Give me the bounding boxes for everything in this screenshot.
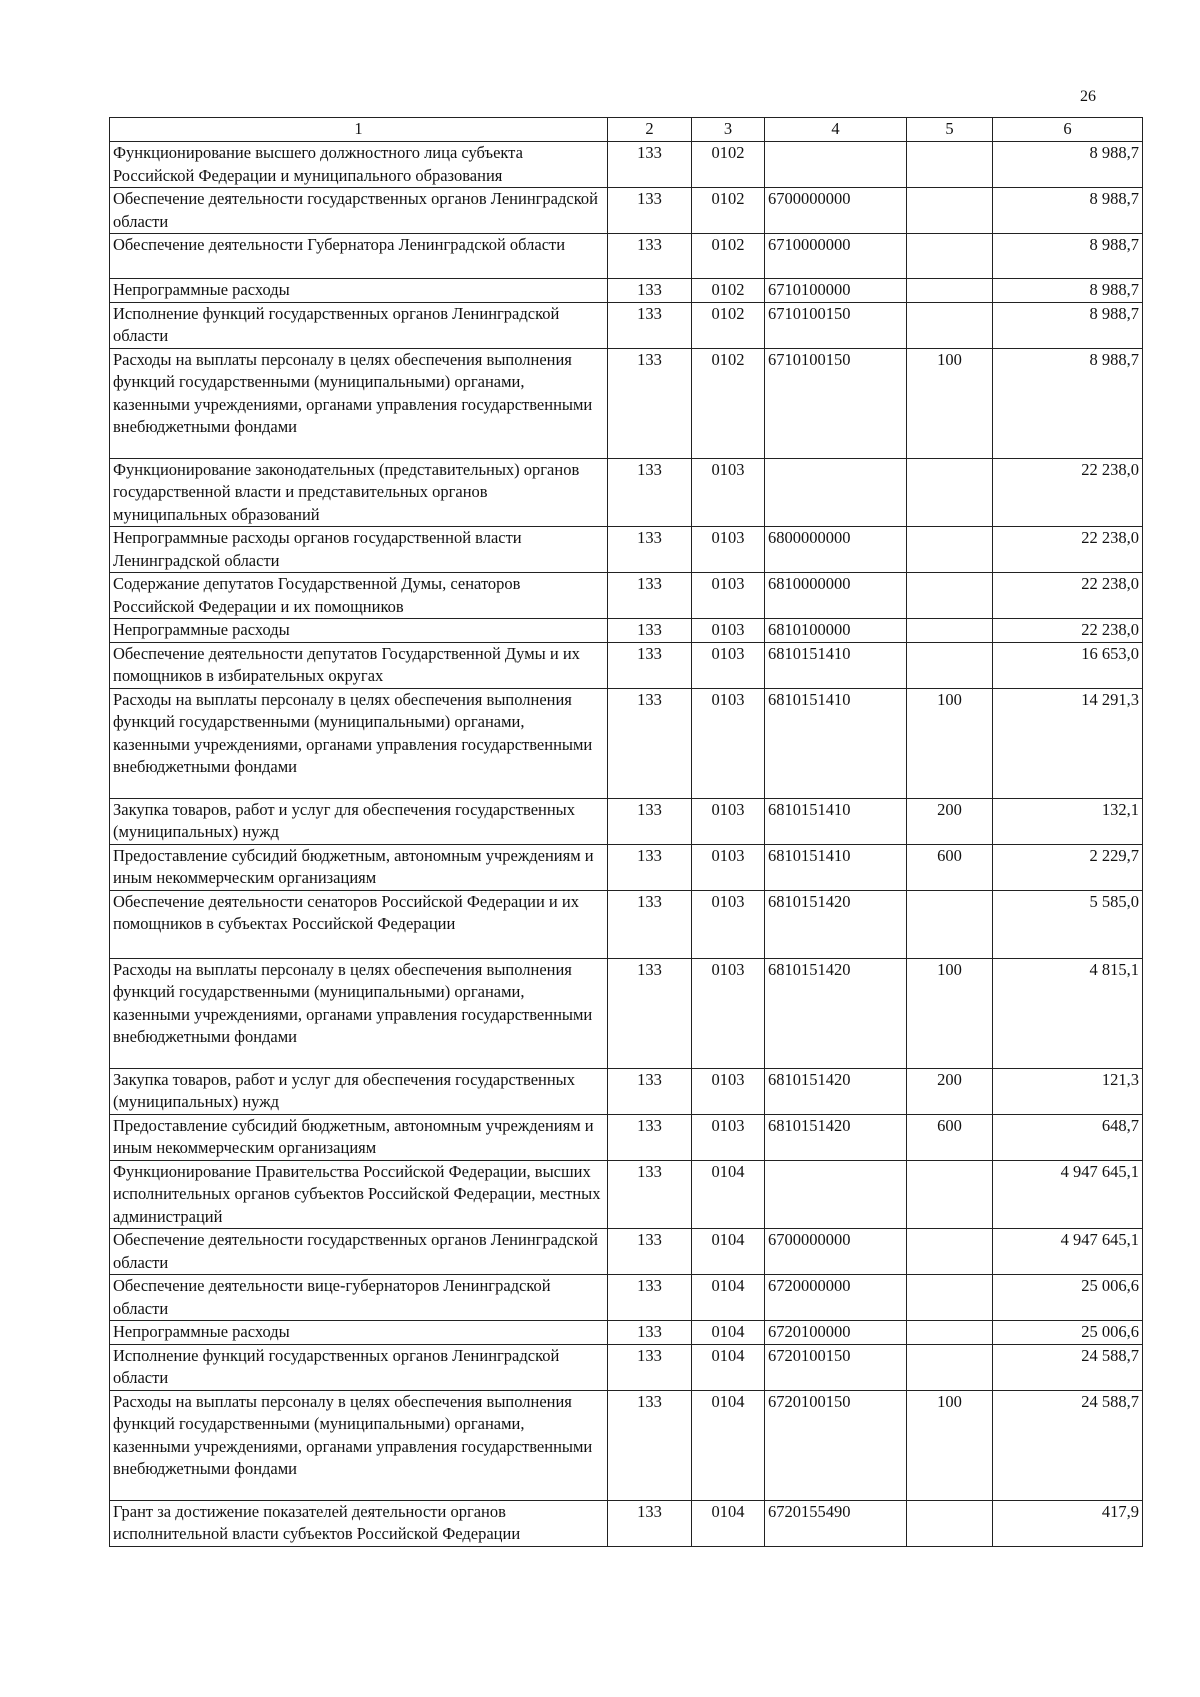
row-name: Непрограммные расходы (110, 619, 608, 643)
admin-code: 133 (608, 1321, 692, 1345)
section-code: 0103 (692, 890, 765, 958)
expense-type: 100 (907, 348, 993, 458)
admin-code: 133 (608, 642, 692, 688)
table-row (110, 234, 1143, 279)
admin-code: 133 (608, 1229, 692, 1275)
amount: 4 947 645,1 (993, 1229, 1143, 1275)
expense-type: 600 (907, 1114, 993, 1160)
table-row (110, 619, 1143, 643)
amount: 16 653,0 (993, 642, 1143, 688)
expense-type: 600 (907, 844, 993, 890)
admin-code: 133 (608, 1500, 692, 1546)
row-name: Обеспечение деятельности Губернатора Ленинградской области (110, 234, 608, 279)
target-code: 6810151410 (765, 844, 907, 890)
table-row (110, 458, 1143, 527)
amount: 22 238,0 (993, 619, 1143, 643)
admin-code: 133 (608, 302, 692, 348)
target-code: 6810151420 (765, 890, 907, 958)
expense-type (907, 1275, 993, 1321)
target-code: 6810000000 (765, 573, 907, 619)
target-code: 6720100000 (765, 1321, 907, 1345)
section-code: 0102 (692, 348, 765, 458)
section-code: 0103 (692, 1114, 765, 1160)
target-code: 6800000000 (765, 527, 907, 573)
amount: 4 815,1 (993, 958, 1143, 1068)
column-header: 6 (993, 118, 1143, 142)
expense-type (907, 1500, 993, 1546)
expense-type (907, 234, 993, 279)
row-name: Расходы на выплаты персоналу в целях обеспечения выполнения функций государственными (муниципальными) органами, казенными учреждениями, органами управления государственными внебюджетными фондами (110, 688, 608, 798)
table-body (110, 142, 1143, 1547)
amount: 14 291,3 (993, 688, 1143, 798)
table-row (110, 348, 1143, 458)
target-code (765, 142, 907, 188)
admin-code: 133 (608, 798, 692, 844)
column-header: 1 (110, 118, 608, 142)
admin-code: 133 (608, 142, 692, 188)
amount: 8 988,7 (993, 302, 1143, 348)
expense-type (907, 527, 993, 573)
table-row (110, 188, 1143, 234)
expense-type (907, 279, 993, 303)
amount: 8 988,7 (993, 348, 1143, 458)
section-code: 0104 (692, 1275, 765, 1321)
expense-type (907, 1160, 993, 1229)
row-name: Грант за достижение показателей деятельности органов исполнительной власти субъектов Российской Федерации (110, 1500, 608, 1546)
row-name: Расходы на выплаты персоналу в целях обеспечения выполнения функций государственными (муниципальными) органами, казенными учреждениями, органами управления государственными внебюджетными фондами (110, 958, 608, 1068)
admin-code: 133 (608, 234, 692, 279)
target-code: 6710100150 (765, 302, 907, 348)
table-row (110, 1344, 1143, 1390)
row-name: Предоставление субсидий бюджетным, автономным учреждениям и иным некоммерческим организациям (110, 1114, 608, 1160)
amount: 22 238,0 (993, 573, 1143, 619)
section-code: 0103 (692, 1068, 765, 1114)
header-row (110, 118, 1143, 142)
row-name: Предоставление субсидий бюджетным, автономным учреждениям и иным некоммерческим организациям (110, 844, 608, 890)
section-code: 0103 (692, 688, 765, 798)
table-row (110, 302, 1143, 348)
target-code: 6810100000 (765, 619, 907, 643)
amount: 22 238,0 (993, 527, 1143, 573)
section-code: 0102 (692, 279, 765, 303)
target-code: 6700000000 (765, 1229, 907, 1275)
section-code: 0103 (692, 458, 765, 527)
expense-type: 200 (907, 1068, 993, 1114)
admin-code: 133 (608, 458, 692, 527)
amount: 8 988,7 (993, 234, 1143, 279)
table-row (110, 1114, 1143, 1160)
admin-code: 133 (608, 279, 692, 303)
amount: 24 588,7 (993, 1390, 1143, 1500)
table-row (110, 688, 1143, 798)
target-code: 6710000000 (765, 234, 907, 279)
table-row (110, 1321, 1143, 1345)
row-name: Расходы на выплаты персоналу в целях обеспечения выполнения функций государственными (муниципальными) органами, казенными учреждениями, органами управления государственными внебюджетными фондами (110, 348, 608, 458)
row-name: Обеспечение деятельности государственных органов Ленинградской области (110, 188, 608, 234)
table-row (110, 642, 1143, 688)
section-code: 0104 (692, 1229, 765, 1275)
amount: 22 238,0 (993, 458, 1143, 527)
admin-code: 133 (608, 527, 692, 573)
target-code: 6710100150 (765, 348, 907, 458)
expense-type (907, 302, 993, 348)
target-code: 6810151420 (765, 958, 907, 1068)
row-name: Функционирование Правительства Российской Федерации, высших исполнительных органов субъектов Российской Федерации, местных администраций (110, 1160, 608, 1229)
expense-type (907, 890, 993, 958)
target-code: 6810151410 (765, 642, 907, 688)
admin-code: 133 (608, 1390, 692, 1500)
column-header: 4 (765, 118, 907, 142)
expense-type (907, 188, 993, 234)
section-code: 0103 (692, 527, 765, 573)
target-code: 6710100000 (765, 279, 907, 303)
row-name: Закупка товаров, работ и услуг для обеспечения государственных (муниципальных) нужд (110, 1068, 608, 1114)
budget-table (109, 117, 1143, 1547)
page-number: 26 (1080, 88, 1096, 105)
section-code: 0103 (692, 958, 765, 1068)
amount: 25 006,6 (993, 1321, 1143, 1345)
row-name: Закупка товаров, работ и услуг для обеспечения государственных (муниципальных) нужд (110, 798, 608, 844)
admin-code: 133 (608, 188, 692, 234)
row-name: Исполнение функций государственных органов Ленинградской области (110, 1344, 608, 1390)
amount: 25 006,6 (993, 1275, 1143, 1321)
column-header: 3 (692, 118, 765, 142)
section-code: 0104 (692, 1390, 765, 1500)
expense-type: 100 (907, 1390, 993, 1500)
expense-type: 100 (907, 688, 993, 798)
table-row (110, 1160, 1143, 1229)
amount: 8 988,7 (993, 142, 1143, 188)
section-code: 0102 (692, 234, 765, 279)
amount: 24 588,7 (993, 1344, 1143, 1390)
amount: 4 947 645,1 (993, 1160, 1143, 1229)
target-code: 6810151410 (765, 798, 907, 844)
expense-type (907, 619, 993, 643)
target-code: 6810151410 (765, 688, 907, 798)
section-code: 0102 (692, 188, 765, 234)
row-name: Функционирование высшего должностного лица субъекта Российской Федерации и муниципального образования (110, 142, 608, 188)
admin-code: 133 (608, 890, 692, 958)
row-name: Обеспечение деятельности сенаторов Российской Федерации и их помощников в субъектах Российской Федерации (110, 890, 608, 958)
admin-code: 133 (608, 844, 692, 890)
section-code: 0104 (692, 1160, 765, 1229)
amount: 132,1 (993, 798, 1143, 844)
admin-code: 133 (608, 958, 692, 1068)
section-code: 0103 (692, 844, 765, 890)
target-code: 6720000000 (765, 1275, 907, 1321)
table-row (110, 1275, 1143, 1321)
row-name: Непрограммные расходы органов государственной власти Ленинградской области (110, 527, 608, 573)
admin-code: 133 (608, 1068, 692, 1114)
section-code: 0104 (692, 1321, 765, 1345)
target-code: 6720100150 (765, 1390, 907, 1500)
target-code: 6720100150 (765, 1344, 907, 1390)
row-name: Исполнение функций государственных органов Ленинградской области (110, 302, 608, 348)
admin-code: 133 (608, 619, 692, 643)
admin-code: 133 (608, 688, 692, 798)
section-code: 0104 (692, 1344, 765, 1390)
target-code: 6700000000 (765, 188, 907, 234)
expense-type: 100 (907, 958, 993, 1068)
section-code: 0102 (692, 302, 765, 348)
row-name: Обеспечение деятельности вице-губернаторов Ленинградской области (110, 1275, 608, 1321)
admin-code: 133 (608, 348, 692, 458)
row-name: Расходы на выплаты персоналу в целях обеспечения выполнения функций государственными (муниципальными) органами, казенными учреждениями, органами управления государственными внебюджетными фондами (110, 1390, 608, 1500)
table-row (110, 1500, 1143, 1546)
amount: 8 988,7 (993, 188, 1143, 234)
admin-code: 133 (608, 573, 692, 619)
table-row (110, 527, 1143, 573)
table-row (110, 573, 1143, 619)
admin-code: 133 (608, 1114, 692, 1160)
table-row (110, 1390, 1143, 1500)
target-code (765, 458, 907, 527)
row-name: Обеспечение деятельности государственных органов Ленинградской области (110, 1229, 608, 1275)
expense-type (907, 1344, 993, 1390)
target-code: 6720155490 (765, 1500, 907, 1546)
expense-type (907, 642, 993, 688)
section-code: 0102 (692, 142, 765, 188)
expense-type (907, 458, 993, 527)
table-row (110, 890, 1143, 958)
table-row (110, 958, 1143, 1068)
admin-code: 133 (608, 1160, 692, 1229)
target-code: 6810151420 (765, 1068, 907, 1114)
expense-type: 200 (907, 798, 993, 844)
column-header: 5 (907, 118, 993, 142)
expense-type (907, 1321, 993, 1345)
table-row (110, 844, 1143, 890)
amount: 2 229,7 (993, 844, 1143, 890)
row-name: Обеспечение деятельности депутатов Государственной Думы и их помощников в избирательных округах (110, 642, 608, 688)
expense-type (907, 573, 993, 619)
expense-type (907, 142, 993, 188)
row-name: Непрограммные расходы (110, 279, 608, 303)
target-code: 6810151420 (765, 1114, 907, 1160)
section-code: 0103 (692, 798, 765, 844)
admin-code: 133 (608, 1275, 692, 1321)
table-row (110, 142, 1143, 188)
table-row (110, 279, 1143, 303)
admin-code: 133 (608, 1344, 692, 1390)
table-row (110, 798, 1143, 844)
row-name: Непрограммные расходы (110, 1321, 608, 1345)
section-code: 0103 (692, 573, 765, 619)
column-header: 2 (608, 118, 692, 142)
target-code (765, 1160, 907, 1229)
section-code: 0104 (692, 1500, 765, 1546)
row-name: Содержание депутатов Государственной Думы, сенаторов Российской Федерации и их помощников (110, 573, 608, 619)
amount: 417,9 (993, 1500, 1143, 1546)
expense-type (907, 1229, 993, 1275)
row-name: Функционирование законодательных (представительных) органов государственной власти и представительных органов муниципальных образований (110, 458, 608, 527)
amount: 648,7 (993, 1114, 1143, 1160)
section-code: 0103 (692, 642, 765, 688)
table-row (110, 1229, 1143, 1275)
amount: 5 585,0 (993, 890, 1143, 958)
amount: 121,3 (993, 1068, 1143, 1114)
amount: 8 988,7 (993, 279, 1143, 303)
section-code: 0103 (692, 619, 765, 643)
table-row (110, 1068, 1143, 1114)
